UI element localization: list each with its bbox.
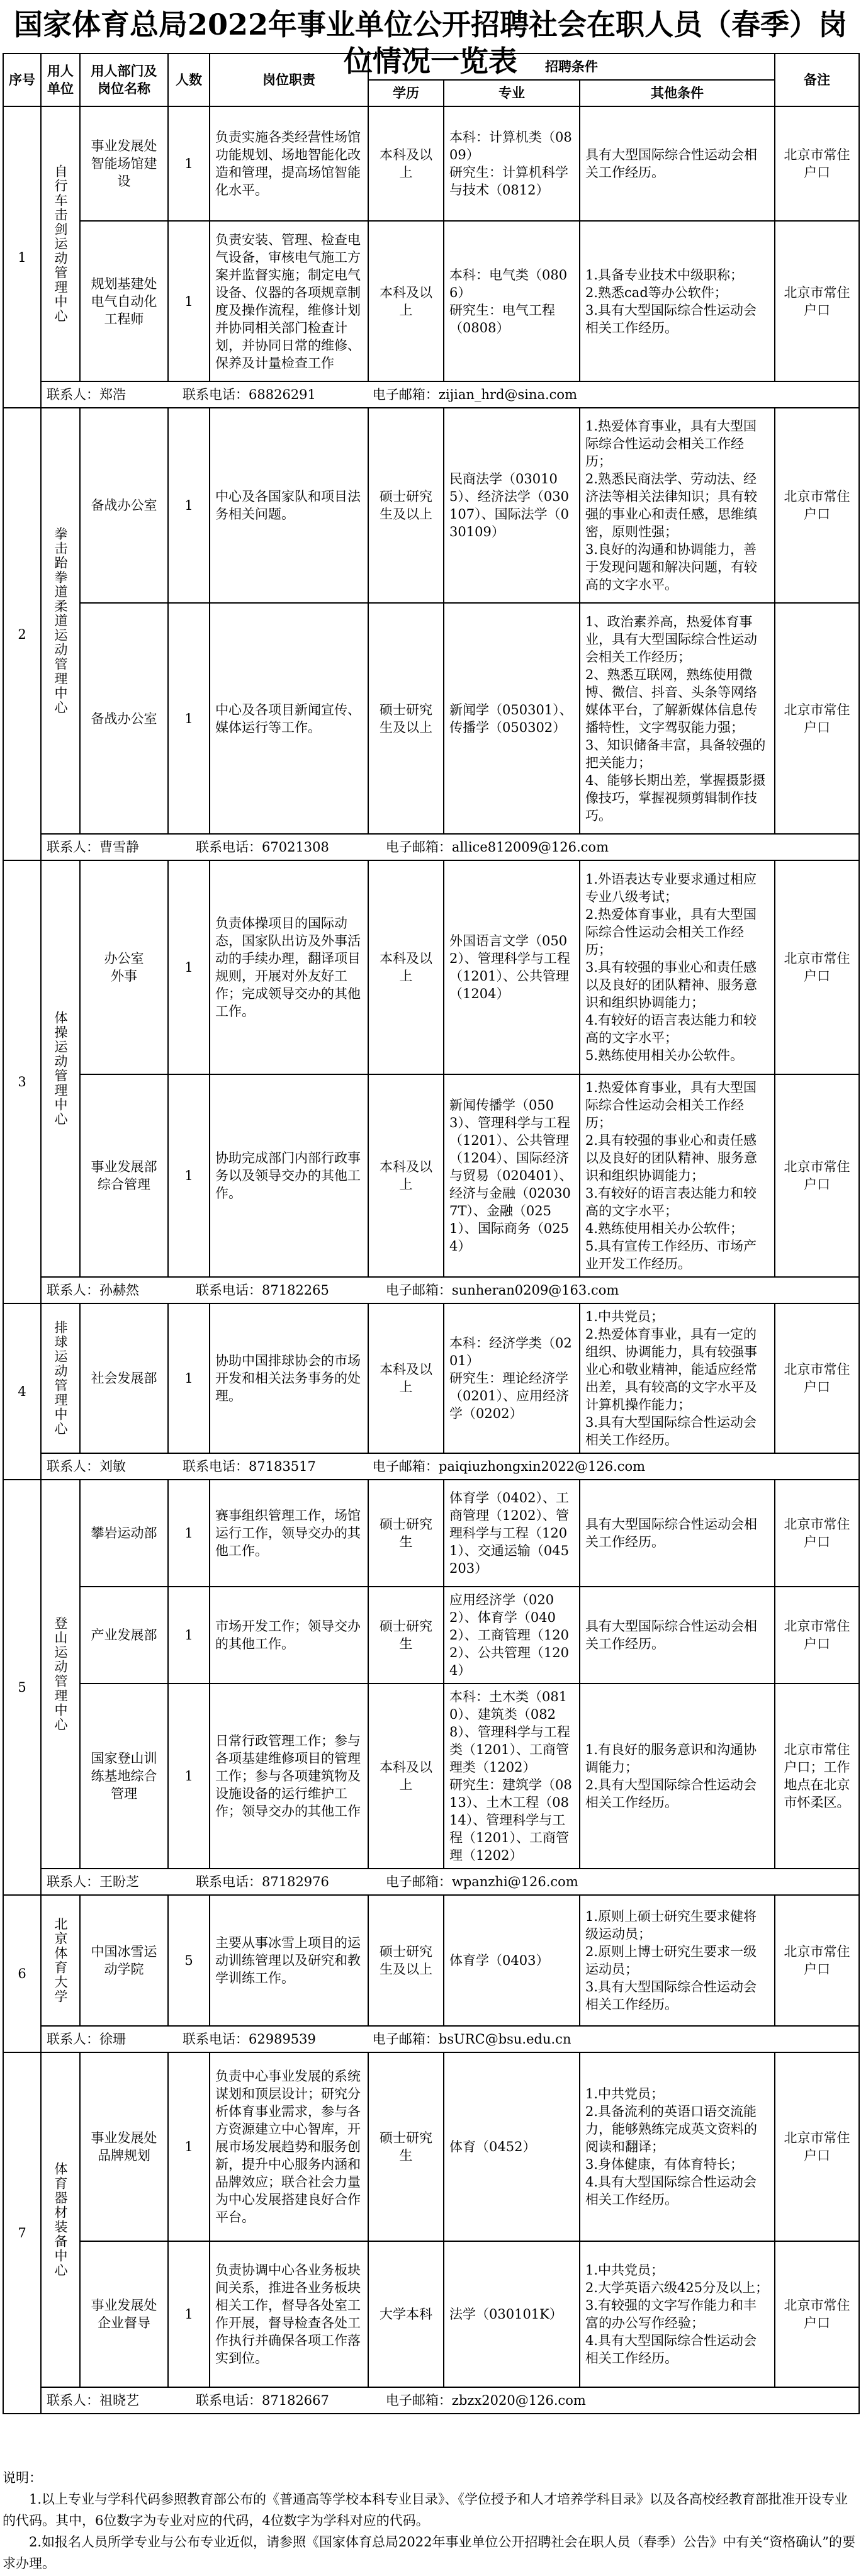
- employer-unit-text: 拳击跆拳道柔道运动管理中心: [53, 527, 68, 715]
- dept-position: 事业发展部综合管理: [80, 1074, 168, 1277]
- position-table: [3, 53, 860, 2414]
- header-duty: 岗位职责: [210, 53, 368, 106]
- contact-row: [3, 2387, 859, 2414]
- major: 本科：电气类（0806） 研究生：电气工程（0808）: [444, 221, 580, 381]
- position-row: [3, 1684, 859, 1869]
- headcount: 1: [168, 408, 210, 603]
- other-conditions: 1.原则上硕士研究生要求健将级运动员； 2.原则上博士研究生要求一级运动员； 3.具有大型国际综合性运动会相关工作经历。: [580, 1895, 775, 2026]
- education: 本科及以上: [368, 1074, 444, 1277]
- contact-row: [3, 2026, 859, 2052]
- contact-row: [3, 381, 859, 408]
- duty: 中心及各国家队和项目法务相关问题。: [210, 408, 368, 603]
- contact-email: 电子邮箱：zbzx2020@126.com: [385, 2393, 586, 2408]
- employer-unit: [41, 2052, 80, 2387]
- header-unit: 用人单位: [41, 53, 80, 106]
- education: 本科及以上: [368, 860, 444, 1074]
- duty: 主要从事冰雪上项目的运动训练管理以及研究和教学训练工作。: [210, 1895, 368, 2026]
- header-conditions: 招聘条件: [368, 53, 775, 80]
- contact-email: 电子邮箱：bsURC@bsu.edu.cn: [372, 2032, 571, 2047]
- other-conditions: 1.具备专业技术中级职称； 2.熟悉cad等办公软件； 3.具有大型国际综合性运动会相关工作经历。: [580, 221, 775, 381]
- contact-row: [3, 1453, 859, 1480]
- header-remark: 备注: [775, 53, 859, 106]
- headcount: 1: [168, 2052, 210, 2241]
- remark: 北京市常住户口: [775, 106, 859, 221]
- employer-unit: [41, 1303, 80, 1453]
- contact-row: [3, 1277, 859, 1303]
- education: 硕士研究生: [368, 1480, 444, 1587]
- position-row: [3, 1074, 859, 1277]
- dept-position: 事业发展处品牌规划: [80, 2052, 168, 2241]
- dept-position: 备战办公室: [80, 408, 168, 603]
- contact-info: [41, 2387, 859, 2414]
- contact-email: 电子邮箱：paiqiuzhongxin2022@126.com: [372, 1459, 646, 1474]
- contact-info: [41, 1277, 859, 1303]
- headcount: 1: [168, 860, 210, 1074]
- contact-row: [3, 1869, 859, 1895]
- contact-email: 电子邮箱：zijian_hrd@sina.com: [372, 387, 577, 402]
- remark: 北京市常住户口: [775, 408, 859, 603]
- headcount: 1: [168, 2241, 210, 2387]
- contact-phone: 联系电话：62989539: [183, 2032, 316, 2047]
- position-row: [3, 1303, 859, 1453]
- header-edu: 学历: [368, 80, 444, 106]
- other-conditions: 具有大型国际综合性运动会相关工作经历。: [580, 1480, 775, 1587]
- education: 本科及以上: [368, 1303, 444, 1453]
- position-row: [3, 1480, 859, 1587]
- remark: 北京市常住户口: [775, 221, 859, 381]
- education: 大学本科: [368, 2241, 444, 2387]
- contact-info: [41, 1869, 859, 1895]
- contact-row: [3, 834, 859, 860]
- education: 硕士研究生: [368, 2052, 444, 2241]
- position-row: [3, 2241, 859, 2387]
- duty: 日常行政管理工作；参与各项基建维修项目的管理工作；参与各项建筑物及设施设备的运行维护工作；领导交办的其他工作: [210, 1684, 368, 1869]
- contact-name: 联系人：孙赫然: [47, 1283, 139, 1298]
- other-conditions: 1.热爱体育事业，具有大型国际综合性运动会相关工作经历； 2.具有较强的事业心和责任感以及良好的团队精神、服务意识和组织协调能力； 3.有较好的语言表达能力和较高的文字水平； 4.熟练使用相关办公软件； 5.具有宣传工作经历、市场产业开发工作经历。: [580, 1074, 775, 1277]
- group-seq: 6: [3, 1895, 41, 2052]
- education: 本科及以上: [368, 221, 444, 381]
- headcount: 1: [168, 106, 210, 221]
- education: 硕士研究生及以上: [368, 408, 444, 603]
- major: 应用经济学（0202）、体育学（0402）、工商管理（1202）、公共管理（1204）: [444, 1587, 580, 1684]
- education: 硕士研究生及以上: [368, 603, 444, 834]
- remark: 北京市常住户口: [775, 1074, 859, 1277]
- other-conditions: 具有大型国际综合性运动会相关工作经历。: [580, 106, 775, 221]
- dept-position: 国家登山训练基地综合管理: [80, 1684, 168, 1869]
- position-row: [3, 408, 859, 603]
- contact-info: [41, 381, 859, 408]
- employer-unit: [41, 106, 80, 381]
- duty: 负责安装、管理、检查电气设备，审核电气施工方案并监督实施；制定电气设备、仪器的各项规章制度及操作流程，维修计划并协同相关部门检查计划，并协同日常的维修、保养及计量检查工作: [210, 221, 368, 381]
- headcount: 1: [168, 1303, 210, 1453]
- contact-email: 电子邮箱：allice812009@126.com: [385, 840, 609, 855]
- other-conditions: 1.中共党员； 2.热爱体育事业，具有一定的组织、协调能力，具有较强事业心和敬业精神，能适应经常出差，具有较高的文字水平及计算机操作能力； 3.具有大型国际综合性运动会相关工作经历。: [580, 1303, 775, 1453]
- employer-unit: [41, 860, 80, 1277]
- contact-name: 联系人：祖晓艺: [47, 2393, 139, 2408]
- major: 体育学（0402）、工商管理（1202）、管理科学与工程（1201）、交通运输（045203）: [444, 1480, 580, 1587]
- major: 本科：计算机类（0809） 研究生：计算机科学与技术（0812）: [444, 106, 580, 221]
- dept-position: 事业发展处 企业督导: [80, 2241, 168, 2387]
- other-conditions: 1.外语表达专业要求通过相应专业八级考试； 2.热爱体育事业，具有大型国际综合性运动会相关工作经历； 3.具有较强的事业心和责任感以及良好的团队精神、服务意识和组织协调能力； 4.有较好的语言表达能力和较高的文字水平； 5.熟练使用相关办公软件。: [580, 860, 775, 1074]
- dept-position: 规划基建处 电气自动化工程师: [80, 221, 168, 381]
- education: 本科及以上: [368, 1684, 444, 1869]
- education: 硕士研究生: [368, 1587, 444, 1684]
- group-seq: 7: [3, 2052, 41, 2414]
- position-row: [3, 1895, 859, 2026]
- dept-position: 备战办公室: [80, 603, 168, 834]
- dept-position: 社会发展部: [80, 1303, 168, 1453]
- contact-name: 联系人：徐珊: [47, 2032, 126, 2047]
- contact-info: [41, 834, 859, 860]
- employer-unit-text: 体育器材装备中心: [53, 2162, 68, 2278]
- other-conditions: 1.中共党员； 2.大学英语六级425分及以上； 3.有较强的文字写作能力和丰富的办公写作经验； 4.具有大型国际综合性运动会相关工作经历。: [580, 2241, 775, 2387]
- employer-unit-text: 自行车击剑运动管理中心: [53, 164, 68, 323]
- position-row: [3, 221, 859, 381]
- employer-unit: [41, 408, 80, 834]
- major: 本科：土木类（0810）、建筑类（0828）、管理科学与工程类（1201）、工商管理类（1202） 研究生：建筑学（0813）、土木工程（0814）、管理科学与工程（1201）、工商管理（1202）: [444, 1684, 580, 1869]
- employer-unit: [41, 1480, 80, 1869]
- header-other: 其他条件: [580, 80, 775, 106]
- dept-position: 中国冰雪运动学院: [80, 1895, 168, 2026]
- other-conditions: 1.热爱体育事业，具有大型国际综合性运动会相关工作经历； 2.熟悉民商法学、劳动法、经济法等相关法律知识；具有较强的事业心和责任感，思维缜密，原则性强； 3.良好的沟通和协调能力，善于发现问题和解决问题，有较高的文字水平。: [580, 408, 775, 603]
- header-dept: 用人部门及岗位名称: [80, 53, 168, 106]
- other-conditions: 具有大型国际综合性运动会相关工作经历。: [580, 1587, 775, 1684]
- duty: 负责体操项目的国际动态，国家队出访及外事活动的手续办理，翻译项目规则，开展对外友好工作；完成领导交办的其他工作。: [210, 860, 368, 1074]
- employer-unit-text: 体操运动管理中心: [53, 1011, 68, 1127]
- education: 硕士研究生及以上: [368, 1895, 444, 2026]
- major: 本科：经济学类（0201） 研究生：理论经济学（0201）、应用经济学（0202）: [444, 1303, 580, 1453]
- employer-unit-text: 北京体育大学: [53, 1917, 68, 2004]
- dept-position: 产业发展部: [80, 1587, 168, 1684]
- major: 体育学（0403）: [444, 1895, 580, 2026]
- contact-name: 联系人：王盼芝: [47, 1874, 139, 1889]
- duty: 赛事组织管理工作，场馆运行工作，领导交办的其他工作。: [210, 1480, 368, 1587]
- major: 新闻学（050301）、传播学（050302）: [444, 603, 580, 834]
- headcount: 1: [168, 1480, 210, 1587]
- position-row: [3, 1587, 859, 1684]
- duty: 市场开发工作；领导交办的其他工作。: [210, 1587, 368, 1684]
- headcount: 1: [168, 1074, 210, 1277]
- dept-position: 事业发展处 智能场馆建设: [80, 106, 168, 221]
- contact-phone: 联系电话：68826291: [183, 387, 316, 402]
- header-major: 专业: [444, 80, 580, 106]
- notes-item-1: 1.以上专业与学科代码参照教育部公布的《普通高等学校本科专业目录》、《学位授予和人才培养学科目录》以及各高校经教育部批准开设专业的代码。其中，6位数字为专业对应的代码，4位数字为学科对应的代码。: [3, 2492, 848, 2528]
- page-title: 国家体育总局2022年事业单位公开招聘社会在职人员（春季）岗位情况一览表: [13, 8, 848, 78]
- header-count: 人数: [168, 53, 210, 106]
- remark: 北京市常住户口: [775, 2241, 859, 2387]
- major: 外国语言文学（0502）、管理科学与工程（1201）、公共管理（1204）: [444, 860, 580, 1074]
- remark: 北京市常住户口: [775, 1895, 859, 2026]
- major: 体育（0452）: [444, 2052, 580, 2241]
- group-seq: 3: [3, 860, 41, 1303]
- duty: 负责协调中心各业务板块间关系，推进各业务板块相关工作，督导各处室工作开展，督导检查各处工作执行并确保各项工作落实到位。: [210, 2241, 368, 2387]
- other-conditions: 1.有良好的服务意识和沟通协调能力； 2.具有大型国际综合性运动会相关工作经历。: [580, 1684, 775, 1869]
- remark: 北京市常住户口: [775, 2052, 859, 2241]
- other-conditions: 1、政治素养高，热爱体育事业，具有大型国际综合性运动会相关工作经历； 2、熟悉互联网，熟练使用微博、微信、抖音、头条等网络媒体平台，了解新媒体信息传播特性，文字驾驭能力强； 3、知识储备丰富，具备较强的把关能力； 4、能够长期出差，掌握摄影摄像技巧，掌握视频剪辑制作技巧。: [580, 603, 775, 834]
- contact-name: 联系人：曹雪静: [47, 840, 139, 855]
- contact-info: [41, 2026, 859, 2052]
- headcount: 1: [168, 603, 210, 834]
- remark: 北京市常住户口；工作地点在北京市怀柔区。: [775, 1684, 859, 1869]
- group-seq: 5: [3, 1480, 41, 1895]
- contact-name: 联系人：刘敏: [47, 1459, 126, 1474]
- duty: 协助完成部门内部行政事务以及领导交办的其他工作。: [210, 1074, 368, 1277]
- duty: 负责中心事业发展的系统谋划和顶层设计；研究分析体育事业需求，参与各方资源建立中心智库，开展市场发展趋势和服务创新，提升中心服务内涵和品牌效应；联合社会力量为中心发展搭建良好合作平台。: [210, 2052, 368, 2241]
- group-seq: 4: [3, 1303, 41, 1480]
- duty: 协助中国排球协会的市场开发和相关法务事务的处理。: [210, 1303, 368, 1453]
- remark: 北京市常住户口: [775, 1587, 859, 1684]
- notes: [3, 2467, 858, 2574]
- remark: 北京市常住户口: [775, 1480, 859, 1587]
- employer-unit-text: 登山运动管理中心: [53, 1616, 68, 1732]
- contact-phone: 联系电话：67021308: [196, 840, 329, 855]
- position-row: [3, 603, 859, 834]
- remark: 北京市常住户口: [775, 860, 859, 1074]
- employer-unit-text: 排球运动管理中心: [53, 1320, 68, 1436]
- notes-item-2: 2.如报名人员所学专业与公布专业近似，请参照《国家体育总局2022年事业单位公开招聘社会在职人员（春季）公告》中有关“资格确认”的要求办理。: [3, 2534, 855, 2571]
- duty: 中心及各项目新闻宣传、媒体运行等工作。: [210, 603, 368, 834]
- contact-email: 电子邮箱：wpanzhi@126.com: [385, 1874, 578, 1889]
- group-seq: 1: [3, 106, 41, 408]
- employer-unit: [41, 1895, 80, 2026]
- contact-phone: 联系电话：87182265: [196, 1283, 329, 1298]
- contact-info: [41, 1453, 859, 1480]
- dept-position: 攀岩运动部: [80, 1480, 168, 1587]
- contact-phone: 联系电话：87182976: [196, 1874, 329, 1889]
- other-conditions: 1.中共党员； 2.具备流利的英语口语交流能力，能够熟练完成英文资料的阅读和翻译； 3.身体健康，有体育特长； 4.具有大型国际综合性运动会相关工作经历。: [580, 2052, 775, 2241]
- position-row: [3, 860, 859, 1074]
- headcount: 1: [168, 1684, 210, 1869]
- remark: 北京市常住户口: [775, 603, 859, 834]
- major: 法学（030101K）: [444, 2241, 580, 2387]
- notes-heading: 说明：: [3, 2470, 42, 2485]
- remark: 北京市常住户口: [775, 1303, 859, 1453]
- headcount: 1: [168, 221, 210, 381]
- dept-position: 办公室 外事: [80, 860, 168, 1074]
- group-seq: 2: [3, 408, 41, 860]
- contact-phone: 联系电话：87182667: [196, 2393, 329, 2408]
- major: 新闻传播学（0503）、管理科学与工程（1201）、公共管理（1204）、国际经济与贸易（020401）、经济与金融（020307T）、金融（0251）、国际商务（0254）: [444, 1074, 580, 1277]
- headcount: 1: [168, 1587, 210, 1684]
- duty: 负责实施各类经营性场馆功能规划、场地智能化改造和管理，提高场馆智能化水平。: [210, 106, 368, 221]
- contact-email: 电子邮箱：sunheran0209@163.com: [385, 1283, 619, 1298]
- contact-name: 联系人：郑浩: [47, 387, 126, 402]
- header-seq: 序号: [3, 53, 41, 106]
- major: 民商法学（030105）、经济法学（030107）、国际法学（030109）: [444, 408, 580, 603]
- header-row: [3, 53, 859, 80]
- contact-phone: 联系电话：87183517: [183, 1459, 316, 1474]
- position-row: [3, 106, 859, 221]
- education: 本科及以上: [368, 106, 444, 221]
- position-row: [3, 2052, 859, 2241]
- headcount: 5: [168, 1895, 210, 2026]
